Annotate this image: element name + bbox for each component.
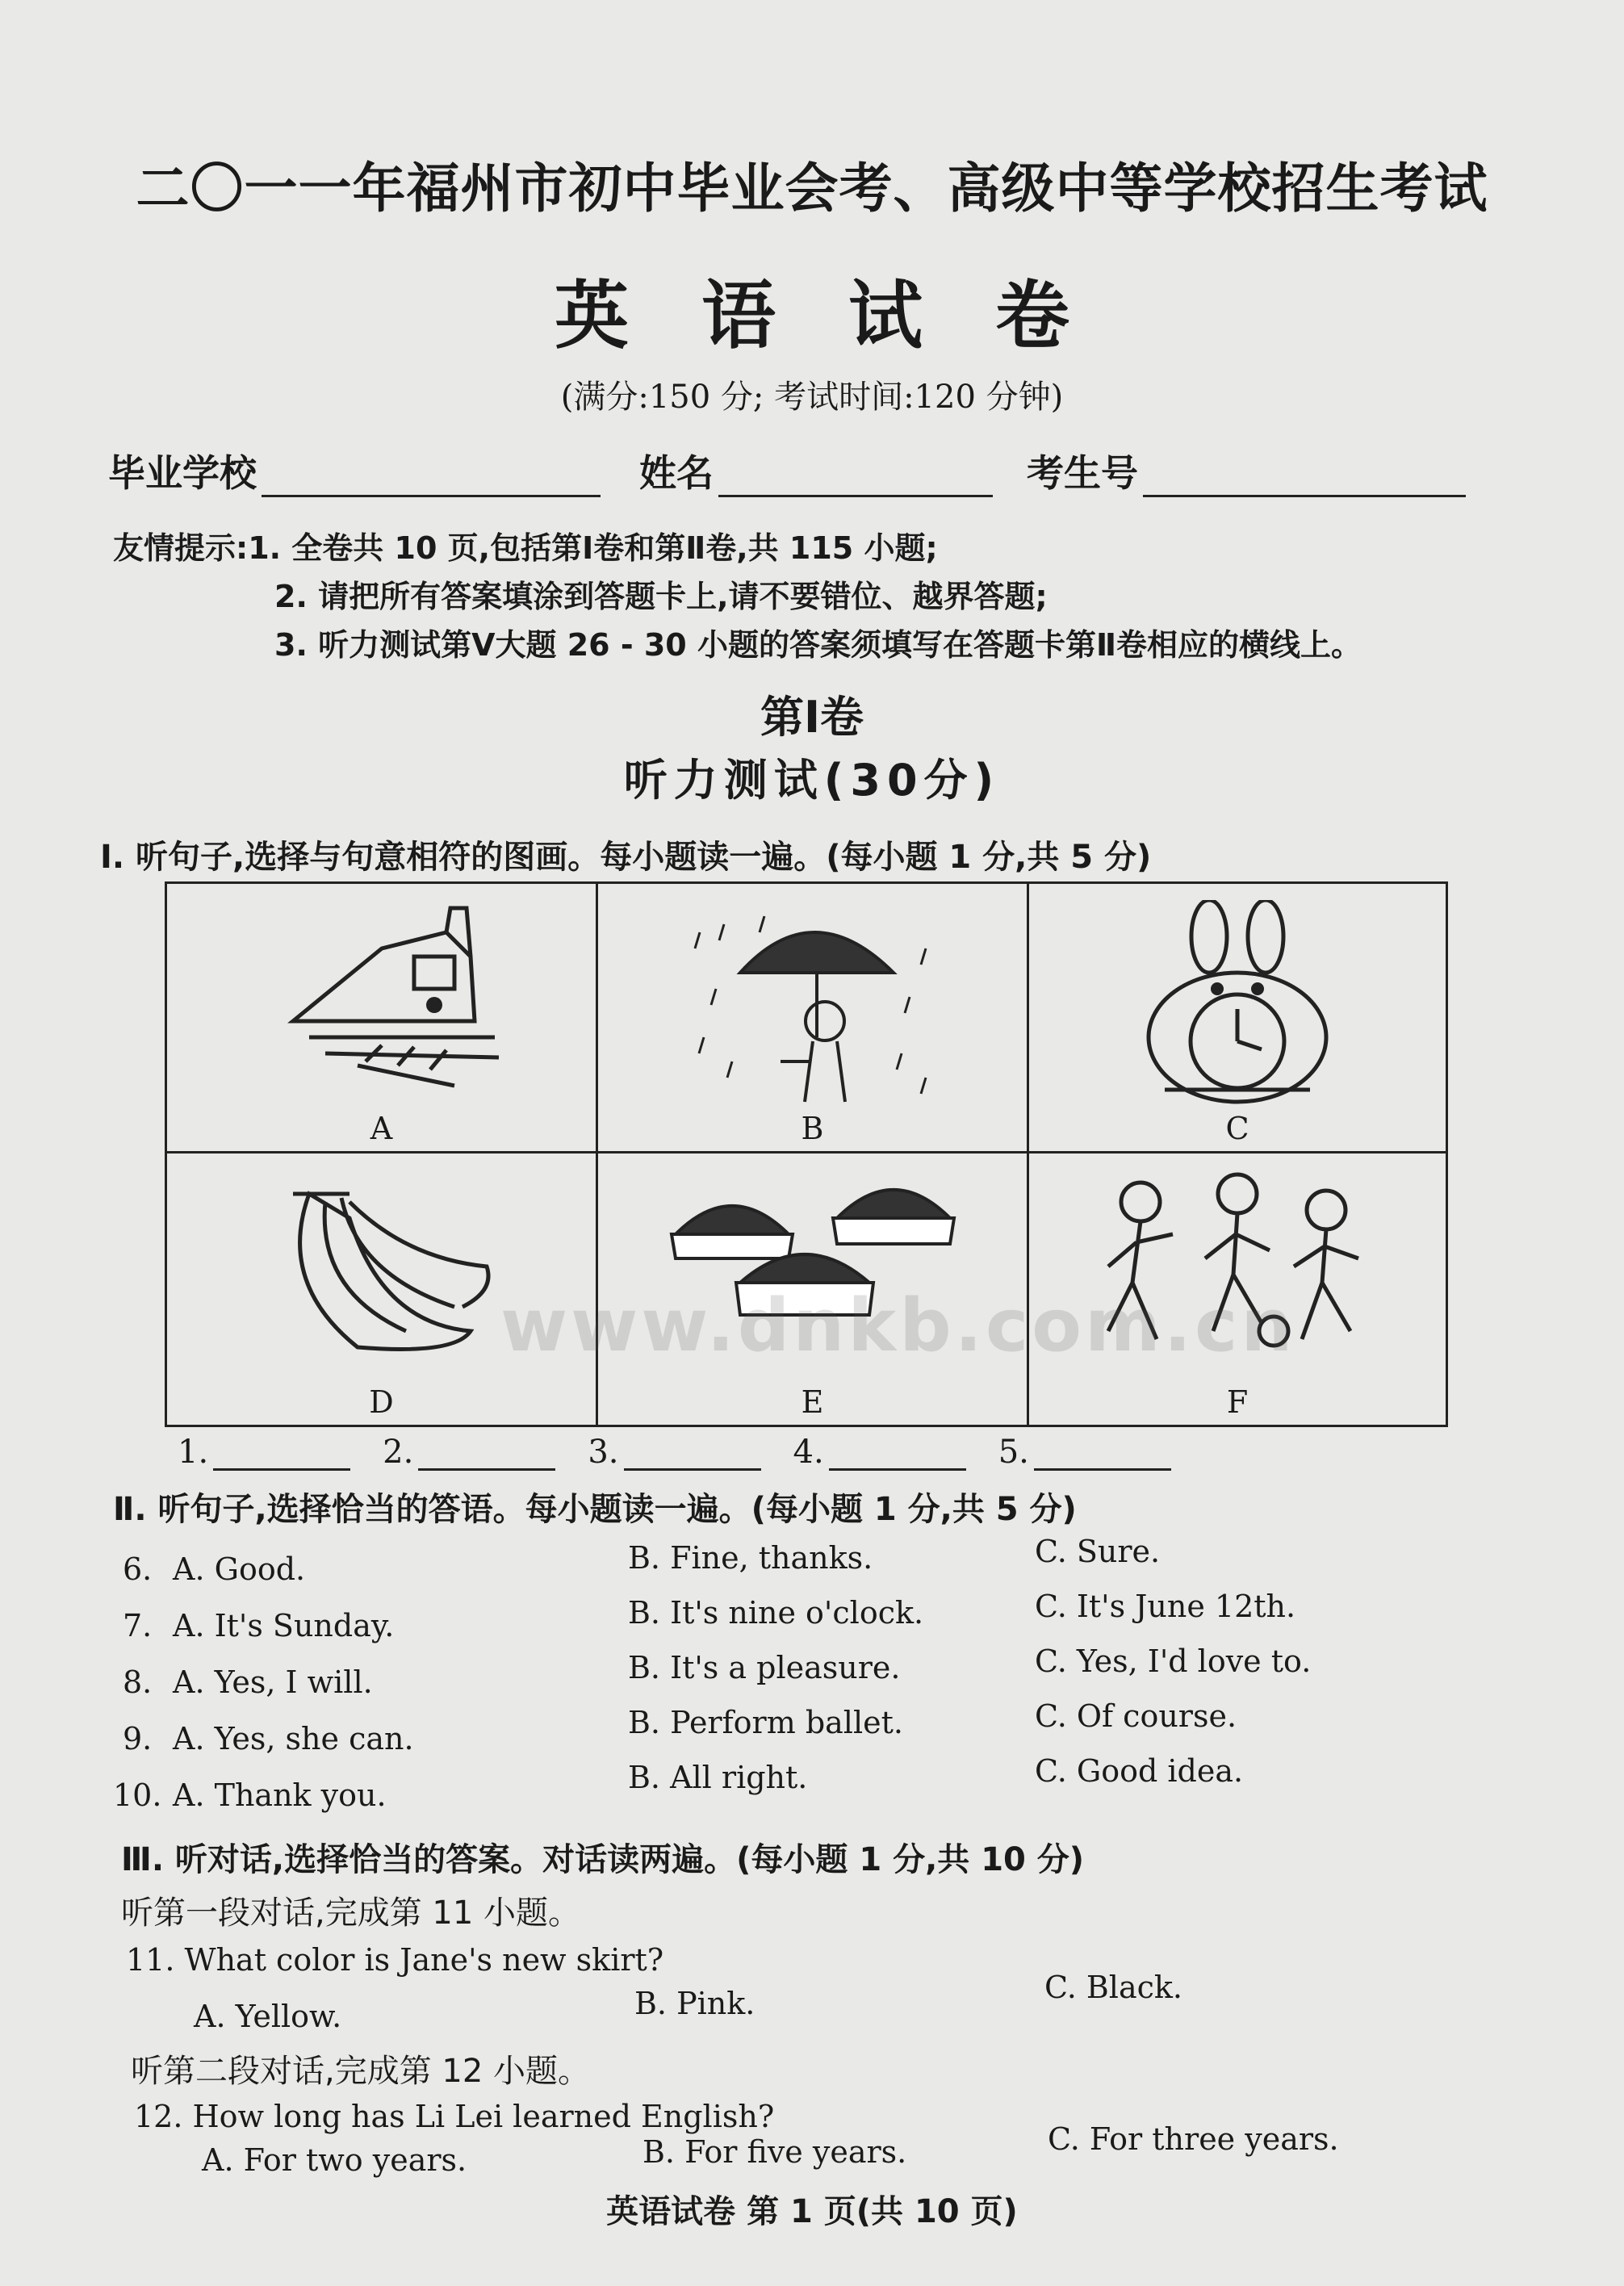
picture-label: C (1225, 1111, 1249, 1146)
school-blank[interactable] (262, 459, 601, 497)
name-blank[interactable] (718, 459, 993, 497)
answer-slot-1[interactable]: 1. (178, 1434, 350, 1471)
picture-label: F (1226, 1384, 1249, 1420)
q10-option-c[interactable]: C. Good idea. (1035, 1753, 1244, 1789)
name-label: 姓名 (639, 451, 714, 495)
q6-option-a[interactable]: A. Good. (173, 1551, 306, 1587)
q9-option-c[interactable]: C. Of course. (1035, 1698, 1237, 1734)
picture-c (1029, 884, 1446, 1153)
answer-slot-4[interactable]: 4. (793, 1434, 966, 1471)
q8-option-b[interactable]: B. It's a pleasure. (628, 1650, 901, 1685)
name-field (639, 449, 993, 497)
q6-option-c[interactable]: C. Sure. (1035, 1534, 1161, 1569)
q10-number: 10. (113, 1777, 162, 1813)
section1-heading: Ⅰ. 听句子,选择与句意相符的图画。每小题读一遍。(每小题 1 分,共 5 分) (100, 839, 1152, 876)
q9-option-a[interactable]: A. Yes, she can. (173, 1721, 414, 1756)
q11-text: 11. What color is Jane's new skirt? (126, 1942, 664, 1978)
answer-slot-3[interactable]: 3. (588, 1434, 760, 1471)
q6-option-b[interactable]: B. Fine, thanks. (628, 1540, 873, 1576)
tip-2: 2. 请把所有答案填涂到答题卡上,请不要错位、越界答题; (274, 579, 1048, 614)
picture-a (167, 884, 598, 1153)
picture-label: B (801, 1111, 824, 1146)
answer-slot-2[interactable]: 2. (383, 1434, 555, 1471)
q7-number: 7. (123, 1608, 153, 1643)
school-field (108, 449, 601, 497)
tip-3: 3. 听力测试第Ⅴ大题 26 - 30 小题的答案须填写在答题卡第Ⅱ卷相应的横线上。 (274, 627, 1362, 663)
dialog1-intro: 听第一段对话,完成第 11 小题。 (121, 1895, 581, 1932)
q12-option-a[interactable]: A. For two years. (202, 2142, 467, 2178)
q11-option-c[interactable]: C. Black. (1044, 1970, 1182, 2005)
q11-option-a[interactable]: A. Yellow. (194, 1999, 342, 2034)
rabbit-clock-icon (1132, 900, 1342, 1110)
dialog2-intro: 听第二段对话,完成第 12 小题。 (131, 2053, 591, 2090)
section1-answer-slots (178, 1434, 1171, 1471)
umbrella-rain-icon (684, 900, 942, 1110)
q9-number: 9. (123, 1721, 153, 1756)
picture-label: D (369, 1384, 394, 1420)
train-icon (261, 900, 503, 1094)
q8-option-a[interactable]: A. Yes, I will. (173, 1664, 373, 1700)
q11-option-b[interactable]: B. Pink. (634, 1986, 755, 2021)
sub-title: 英语试卷 (554, 272, 1142, 359)
listening-title: 听力测试(30分) (623, 755, 1001, 806)
q8-option-c[interactable]: C. Yes, I'd love to. (1035, 1643, 1312, 1679)
school-label: 毕业学校 (108, 451, 257, 495)
main-title: 二〇一一年福州市初中毕业会考、高级中等学校招生考试 (136, 157, 1488, 220)
answer-slot-5[interactable]: 5. (998, 1434, 1171, 1471)
q7-option-a[interactable]: A. It's Sunday. (173, 1608, 395, 1643)
picture-label: A (370, 1111, 393, 1146)
watermark: www.dnkb.com.cn (500, 1283, 1296, 1368)
id-label: 考生号 (1027, 451, 1138, 495)
page-footer: 英语试卷 第 1 页(共 10 页) (606, 2193, 1018, 2230)
volume-title: 第Ⅰ卷 (760, 692, 864, 743)
id-blank[interactable] (1143, 459, 1466, 497)
q12-text: 12. How long has Li Lei learned English? (134, 2099, 775, 2134)
exam-info: (满分:150 分; 考试时间:120 分钟) (560, 379, 1064, 416)
id-field (1027, 449, 1466, 497)
q6-number: 6. (123, 1551, 153, 1587)
q10-option-a[interactable]: A. Thank you. (173, 1777, 387, 1813)
q12-option-b[interactable]: B. For five years. (642, 2134, 907, 2170)
tip-1: 友情提示:1. 全卷共 10 页,包括第Ⅰ卷和第Ⅱ卷,共 115 小题; (113, 530, 938, 566)
q8-number: 8. (123, 1664, 153, 1700)
section2-heading: Ⅱ. 听句子,选择恰当的答语。每小题读一遍。(每小题 1 分,共 5 分) (113, 1491, 1077, 1528)
picture-label: E (801, 1384, 824, 1420)
bananas-icon (261, 1170, 503, 1363)
q9-option-b[interactable]: B. Perform ballet. (628, 1705, 903, 1740)
q7-option-b[interactable]: B. It's nine o'clock. (628, 1595, 924, 1631)
section3-heading: Ⅲ. 听对话,选择恰当的答案。对话读两遍。(每小题 1 分,共 10 分) (121, 1841, 1085, 1878)
q10-option-b[interactable]: B. All right. (628, 1760, 808, 1795)
picture-b (598, 884, 1029, 1153)
q12-option-c[interactable]: C. For three years. (1048, 2121, 1339, 2157)
q7-option-c[interactable]: C. It's June 12th. (1035, 1589, 1296, 1624)
